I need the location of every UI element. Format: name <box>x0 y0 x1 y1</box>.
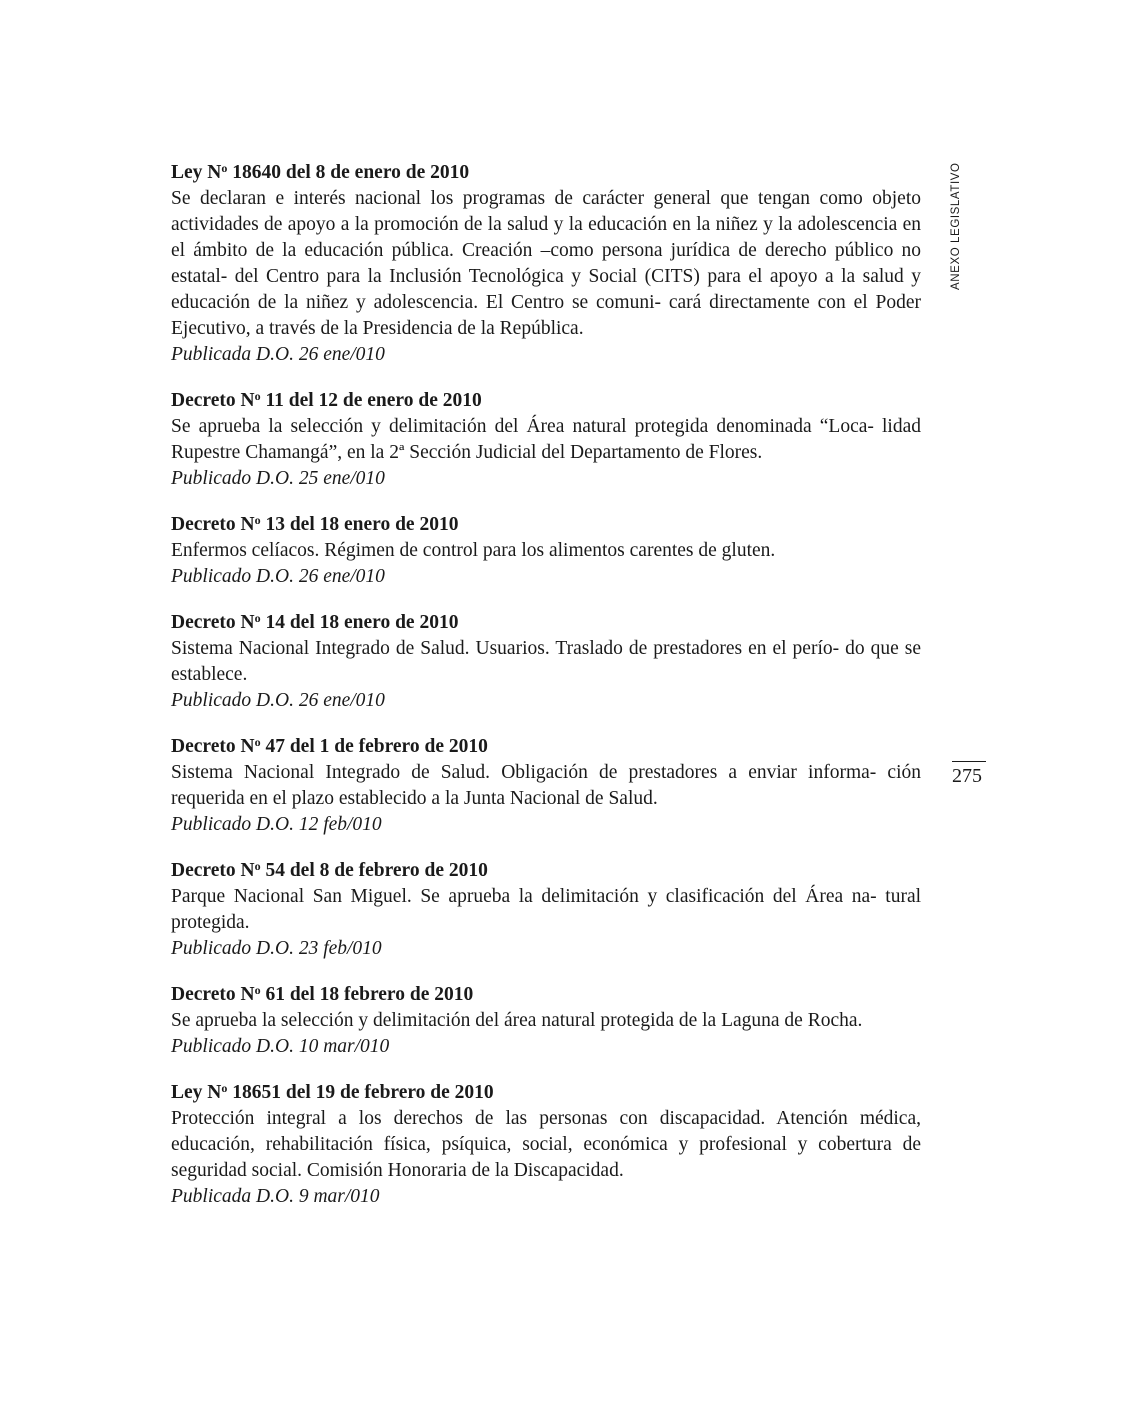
description-line: tural protegida. <box>171 886 922 933</box>
legislative-annex-list <box>171 155 921 1225</box>
description-line: Se aprueba la selección y delimitación del Área natural protegida denominada “Loca- <box>171 416 874 437</box>
entry-description <box>171 538 921 564</box>
description-line: Protección integral a los derechos de las personas con discapacidad. Atención médica, <box>171 1108 921 1129</box>
description-line: adolescencia en el ámbito de la educación pública. Creación –como persona jurídica <box>171 214 922 261</box>
decree-entry <box>171 507 921 590</box>
description-line: Enfermos celíacos. Régimen de control para los alimentos carentes de gluten. <box>171 540 776 561</box>
description-line: do que se establece. <box>171 638 921 685</box>
publication-note: Publicado D.O. 26 ene/010 <box>171 690 385 711</box>
entry-heading: Decreto $N^o$ 11 del 12 de enero de 2010 <box>171 389 482 411</box>
decree-entry <box>171 977 921 1060</box>
entry-heading: Decreto $N^o$ 61 del 18 febrero de 2010 <box>171 983 474 1005</box>
law-entry <box>171 155 921 368</box>
description-line: para el apoyo a la salud y educación de la niñez y adolescencia. El Centro se comuni- <box>171 266 922 313</box>
description-line: de seguridad social. Comisión Honoraria de la Discapacidad. <box>171 1134 922 1181</box>
description-line: Parque Nacional San Miguel. Se aprueba la delimitación y clasificación del Área na- <box>171 886 877 907</box>
description-line: Sistema Nacional Integrado de Salud. Obligación de prestadores a enviar informa- <box>171 762 877 783</box>
description-line: lidad Rupestre Chamangá”, en la 2ª Sección Judicial del Departamento de Flores. <box>171 416 921 463</box>
description-line: ción requerida en el plazo establecido a la Junta Nacional de Salud. <box>171 762 921 809</box>
description-line: de derecho público no estatal- del Centro para la Inclusión Tecnológica y Social (CITS) <box>171 240 922 287</box>
publication-note: Publicada D.O. 9 mar/010 <box>171 1186 380 1207</box>
description-line: objeto actividades de apoyo a la promoción de la salud y la educación en la niñez y la <box>171 188 921 235</box>
publication-note: Publicado D.O. 12 feb/010 <box>171 814 382 835</box>
entry-heading: Ley $N^o$ 18651 del 19 de febrero de 2010 <box>171 1081 494 1103</box>
entry-heading: Decreto $N^o$ 13 del 18 enero de 2010 <box>171 513 459 535</box>
section-side-label: ANEXO LEGISLATIVO <box>950 162 962 290</box>
decree-entry <box>171 729 921 838</box>
entry-heading: Decreto $N^o$ 54 del 8 de febrero de 2010 <box>171 859 488 881</box>
law-entry <box>171 1075 921 1210</box>
publication-note: Publicado D.O. 10 mar/010 <box>171 1036 390 1057</box>
description-line: Se declaran e interés nacional los programas de carácter general que tengan como <box>171 188 863 209</box>
entry-description <box>171 884 921 936</box>
description-line: Se aprueba la selección y delimitación del área natural protegida de la Laguna de Rocha. <box>171 1010 863 1031</box>
entry-heading: Decreto $N^o$ 14 del 18 enero de 2010 <box>171 611 459 633</box>
description-line: Sistema Nacional Integrado de Salud. Usuarios. Traslado de prestadores en el perío- <box>171 638 840 659</box>
page-number: 275 <box>952 765 982 787</box>
entry-heading: Decreto $N^o$ 47 del 1 de febrero de 2010 <box>171 735 488 757</box>
entry-heading: Ley $N^o$ 18640 del 8 de enero de 2010 <box>171 161 470 183</box>
description-line: cará directamente con el Poder Ejecutivo, a través de la Presidencia de la República. <box>171 292 922 339</box>
publication-note: Publicado D.O. 23 feb/010 <box>171 938 382 959</box>
entry-description <box>171 186 921 342</box>
publication-note: Publicada D.O. 26 ene/010 <box>171 344 385 365</box>
description-line: educación, rehabilitación física, psíquica, social, económica y profesional y cobertura <box>171 1134 892 1155</box>
entry-description <box>171 636 921 688</box>
decree-entry <box>171 383 921 492</box>
page-number-rule <box>952 761 986 762</box>
entry-description <box>171 414 921 466</box>
entry-description <box>171 760 921 812</box>
decree-entry <box>171 853 921 962</box>
publication-note: Publicado D.O. 26 ene/010 <box>171 566 385 587</box>
publication-note: Publicado D.O. 25 ene/010 <box>171 468 385 489</box>
entry-description <box>171 1008 921 1034</box>
decree-entry <box>171 605 921 714</box>
entry-description <box>171 1106 921 1184</box>
